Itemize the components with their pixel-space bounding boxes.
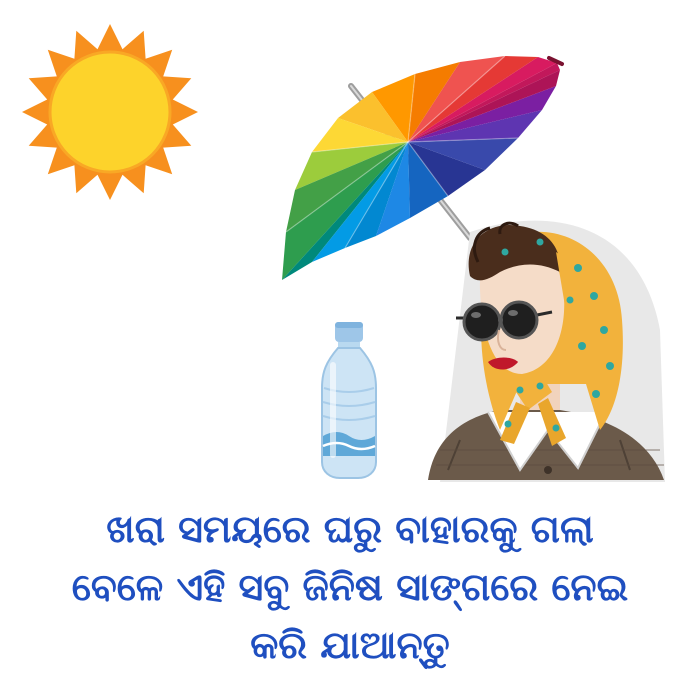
caption-line-1: ଖରା ସମୟରେ ଘରୁ ବାହାରକୁ ଗଲା <box>106 507 594 551</box>
sun-icon <box>22 24 198 200</box>
caption-line-2: ବେଳେ ଏହି ସବୁ ଜିନିଷ ସାଙ୍ଗରେ ନେଇ <box>71 565 629 609</box>
caption-line-3: କରି ଯାଆନ୍ତୁ <box>250 623 450 667</box>
caption <box>20 500 680 690</box>
water-bottle-icon <box>322 322 376 478</box>
woman-with-headscarf-icon <box>428 221 665 482</box>
